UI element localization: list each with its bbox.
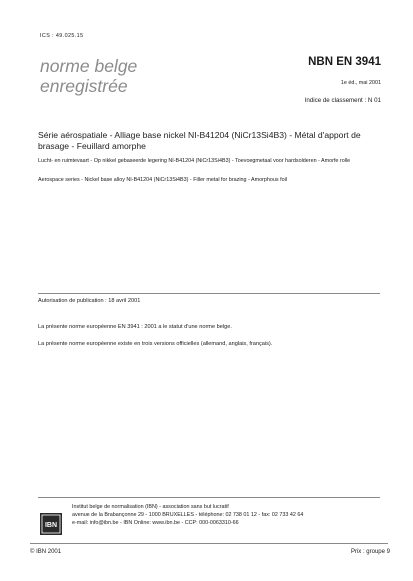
divider: [38, 293, 380, 294]
english-subtitle: Aerospace series - Nickel base alloy NI-B41204 (NiCr13Si4B3) - Filler metal for brazing - Amorphous foil: [38, 177, 287, 183]
address-line-3: e-mail: info@ibn.be - IBN Online: www.ibn.be - CCP: 000-0063310-66: [72, 520, 239, 527]
publication-authorization: Autorisation de publication : 18 avril 2001: [38, 298, 141, 304]
standard-number: NBN EN 3941: [308, 56, 381, 68]
classification-index: Indice de classement : N 01: [304, 97, 381, 104]
brand-line-1: norme belge: [40, 56, 138, 76]
logo-text: IBN: [44, 522, 58, 529]
versions-paragraph: La présente norme européenne existe en trois versions officielles (allemand, anglais, français).: [38, 341, 273, 347]
address-line-2: avenue de la Brabançonne 29 - 1000 BRUXELLES - téléphone: 02 738 01 12 - fax: 02 733 42 64: [72, 512, 304, 519]
institute-address: [72, 503, 303, 527]
copyright: © IBN 2001: [30, 549, 62, 555]
brand-title: [40, 56, 137, 96]
dutch-subtitle: Lucht- en ruimtevaart - Op nikkel gebaseerde legering NI-B41204 (NiCr13Si4B3) - Toevoegmetaal voor hardsolderen - Amorfe rolle: [38, 158, 351, 164]
document-title: Série aérospatiale - Alliage base nickel NI-B41204 (NiCr13Si4B3) - Métal d'apport de brasage - Feuillard amorphe: [38, 130, 361, 151]
ics-code: ICS : 49.025.15: [40, 33, 84, 39]
address-line-1: Institut belge de normalisation (IBN) - association sans but lucratif: [72, 504, 229, 510]
ibn-logo-icon: [40, 513, 62, 535]
price-group: Prix : groupe 9: [350, 549, 390, 555]
status-paragraph: La présente norme européenne EN 3941 : 2001 a le statut d'une norme belge.: [38, 324, 232, 330]
edition-date: 1e éd., mai 2001: [340, 80, 381, 86]
brand-line-2: enregistrée: [40, 76, 128, 96]
divider: [30, 543, 388, 544]
divider: [38, 497, 380, 498]
